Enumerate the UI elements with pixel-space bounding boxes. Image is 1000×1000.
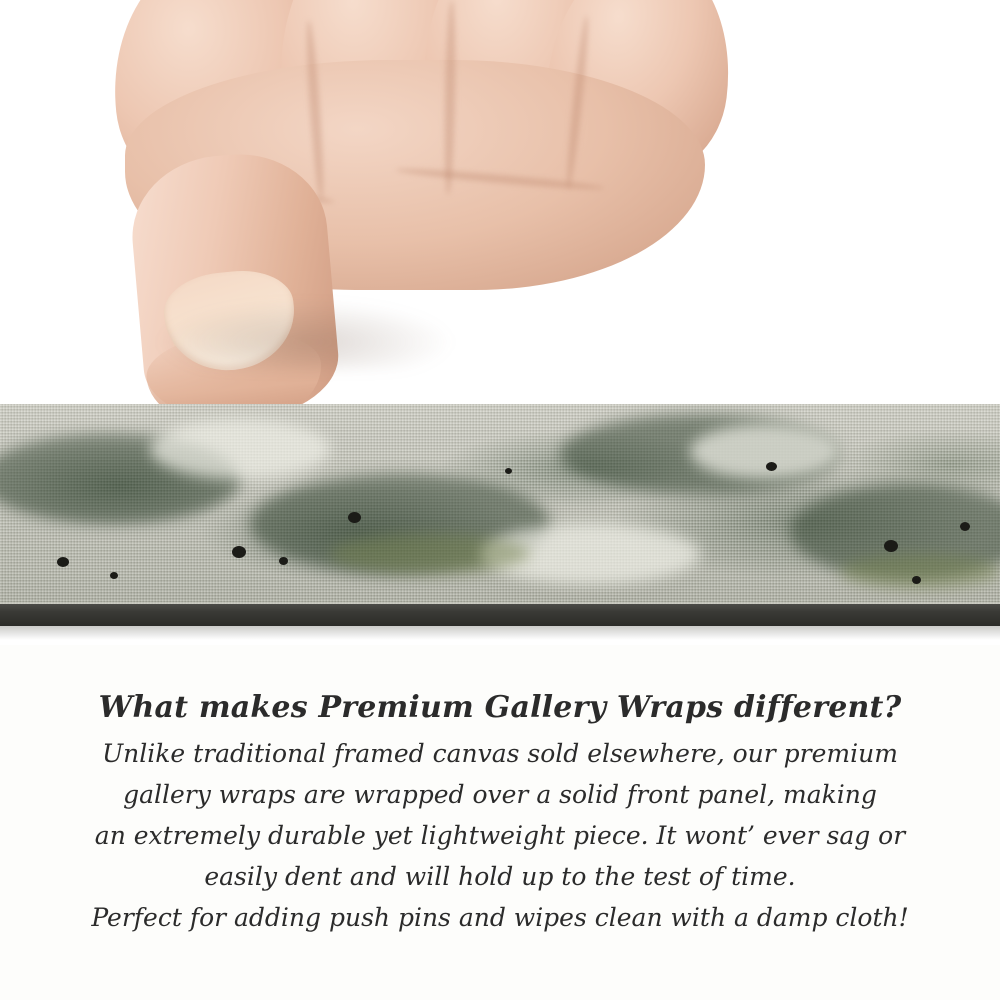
canvas-speck [960,522,970,531]
canvas-speck [57,557,69,567]
caption-line: easily dent and will hold up to the test of time. [204,862,796,891]
canvas-speck [884,540,898,552]
canvas-mottle [840,554,1000,589]
canvas-mottle [150,419,330,479]
hand-contact-shadow [155,300,455,370]
canvas-wrap-edge [0,404,1000,619]
caption-body [0,733,1000,938]
panel-front-edge [0,604,1000,626]
canvas-speck [912,576,921,584]
caption-line: Perfect for adding push pins and wipes clean with a damp cloth! [91,903,909,932]
canvas-speck [279,557,288,565]
caption-block [0,690,1000,938]
canvas-mottle [690,424,840,479]
canvas-speck [232,546,246,558]
canvas-speck [505,468,512,474]
hand-illustration [95,0,735,440]
caption-heading: What makes Premium Gallery Wraps different? [98,690,902,725]
canvas-speck [766,462,777,471]
caption-line: an extremely durable yet lightweight piece. It wont’ ever sag or [94,821,906,850]
panel-drop-shadow [0,626,1000,640]
canvas-speck [348,512,361,523]
caption-line: Unlike traditional framed canvas sold elsewhere, our premium [102,739,898,768]
caption-line: gallery wraps are wrapped over a solid front panel, making [123,780,877,809]
canvas-speck [110,572,118,579]
canvas-mottle [330,534,530,574]
